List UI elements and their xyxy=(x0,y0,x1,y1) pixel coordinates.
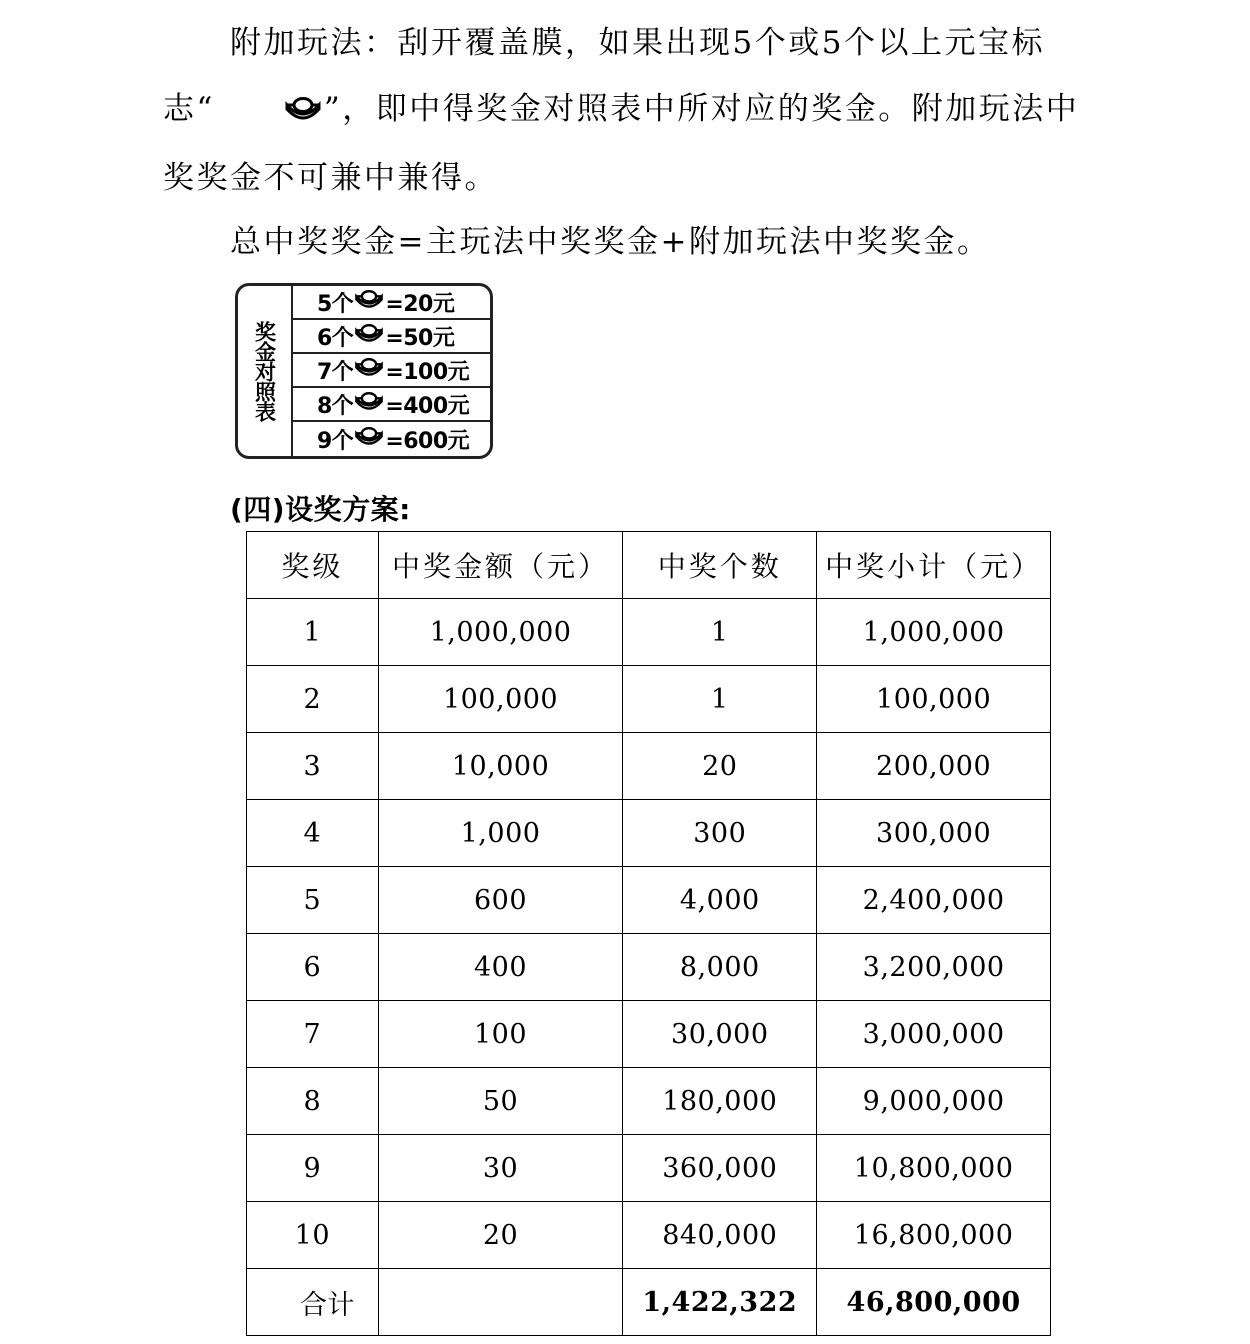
cell-count: 4,000 xyxy=(623,867,817,934)
header-subtotal: 中奖小计（元） xyxy=(817,532,1051,599)
cell-amount: 50 xyxy=(378,1068,623,1135)
cell-subtotal: 3,200,000 xyxy=(817,934,1051,1001)
table-row xyxy=(247,599,1051,666)
table-row xyxy=(247,666,1051,733)
cell-amount: 100 xyxy=(378,1001,623,1068)
card-row-value: =400元 xyxy=(385,393,470,419)
card-row xyxy=(293,286,490,320)
cell-subtotal: 3,000,000 xyxy=(817,1001,1051,1068)
prize-table-body xyxy=(247,599,1051,1269)
gold-ingot-icon xyxy=(217,79,322,145)
table-row xyxy=(247,867,1051,934)
card-row xyxy=(293,422,490,456)
section-heading: (四)设奖方案: xyxy=(230,493,411,526)
total-amount xyxy=(378,1269,623,1336)
card-row xyxy=(293,320,490,354)
card-row-value: =600元 xyxy=(385,428,470,454)
cell-level: 8 xyxy=(247,1068,379,1135)
header-level: 奖级 xyxy=(247,532,379,599)
cell-level: 1 xyxy=(247,599,379,666)
cell-amount: 100,000 xyxy=(378,666,623,733)
gold-ingot-icon xyxy=(354,323,384,350)
prize-table xyxy=(246,531,1051,1336)
cell-subtotal: 100,000 xyxy=(817,666,1051,733)
table-row xyxy=(247,1202,1051,1269)
table-row xyxy=(247,1068,1051,1135)
card-row-value: =50元 xyxy=(385,325,455,351)
cell-subtotal: 1,000,000 xyxy=(817,599,1051,666)
cell-level: 5 xyxy=(247,867,379,934)
total-subtotal: 46,800,000 xyxy=(817,1269,1051,1336)
card-row-value: =20元 xyxy=(385,291,455,317)
total-count: 1,422,322 xyxy=(623,1269,817,1336)
card-title: 奖金对照表 xyxy=(252,321,277,421)
card-row xyxy=(293,354,490,388)
card-row-count: 7个 xyxy=(317,359,354,385)
card-row-count: 8个 xyxy=(317,393,354,419)
table-row xyxy=(247,800,1051,867)
cell-count: 20 xyxy=(623,733,817,800)
extra-play-text-start: 附加玩法：刮开覆盖膜，如果出现5个或5个以上元宝标志“ xyxy=(163,25,1045,127)
table-header-row xyxy=(247,532,1051,599)
cell-count: 30,000 xyxy=(623,1001,817,1068)
cell-count: 1 xyxy=(623,599,817,666)
table-row xyxy=(247,934,1051,1001)
total-label: 合计 xyxy=(247,1269,379,1336)
cell-count: 300 xyxy=(623,800,817,867)
cell-amount: 1,000 xyxy=(378,800,623,867)
cell-level: 10 xyxy=(247,1202,379,1269)
cell-level: 6 xyxy=(247,934,379,1001)
cell-subtotal: 9,000,000 xyxy=(817,1068,1051,1135)
cell-amount: 600 xyxy=(378,867,623,934)
cell-count: 8,000 xyxy=(623,934,817,1001)
extra-play-rule xyxy=(163,10,1093,211)
table-row xyxy=(247,733,1051,800)
cell-amount: 1,000,000 xyxy=(378,599,623,666)
total-formula: 总中奖奖金=主玩法中奖奖金+附加玩法中奖奖金。 xyxy=(230,224,991,260)
cell-subtotal: 200,000 xyxy=(817,733,1051,800)
cell-count: 1 xyxy=(623,666,817,733)
cell-subtotal: 300,000 xyxy=(817,800,1051,867)
cell-subtotal: 2,400,000 xyxy=(817,867,1051,934)
cell-subtotal: 16,800,000 xyxy=(817,1202,1051,1269)
card-row-value: =100元 xyxy=(385,359,470,385)
cell-subtotal: 10,800,000 xyxy=(817,1135,1051,1202)
cell-amount: 30 xyxy=(378,1135,623,1202)
card-title-cell xyxy=(238,286,293,456)
gold-ingot-icon xyxy=(354,426,384,453)
total-row xyxy=(247,1269,1051,1336)
card-row xyxy=(293,388,490,422)
extra-play-text-end: ”，即中得奖金对照表中所对应的奖金。附加玩法中奖奖金不可兼中兼得。 xyxy=(163,91,1080,196)
table-row xyxy=(247,1135,1051,1202)
cell-level: 4 xyxy=(247,800,379,867)
cell-amount: 400 xyxy=(378,934,623,1001)
cell-count: 180,000 xyxy=(623,1068,817,1135)
cell-count: 840,000 xyxy=(623,1202,817,1269)
cell-amount: 10,000 xyxy=(378,733,623,800)
table-row xyxy=(247,1001,1051,1068)
cell-level: 7 xyxy=(247,1001,379,1068)
cell-level: 3 xyxy=(247,733,379,800)
cell-level: 2 xyxy=(247,666,379,733)
header-amount: 中奖金额（元） xyxy=(378,532,623,599)
cell-amount: 20 xyxy=(378,1202,623,1269)
gold-ingot-icon xyxy=(354,289,384,316)
card-row-count: 6个 xyxy=(317,325,354,351)
gold-ingot-icon xyxy=(354,391,384,418)
card-row-count: 5个 xyxy=(317,291,354,317)
card-row-count: 9个 xyxy=(317,428,354,454)
prize-reference-card xyxy=(235,283,493,459)
header-count: 中奖个数 xyxy=(623,532,817,599)
cell-count: 360,000 xyxy=(623,1135,817,1202)
cell-level: 9 xyxy=(247,1135,379,1202)
card-rows xyxy=(293,286,490,456)
gold-ingot-icon xyxy=(354,357,384,384)
